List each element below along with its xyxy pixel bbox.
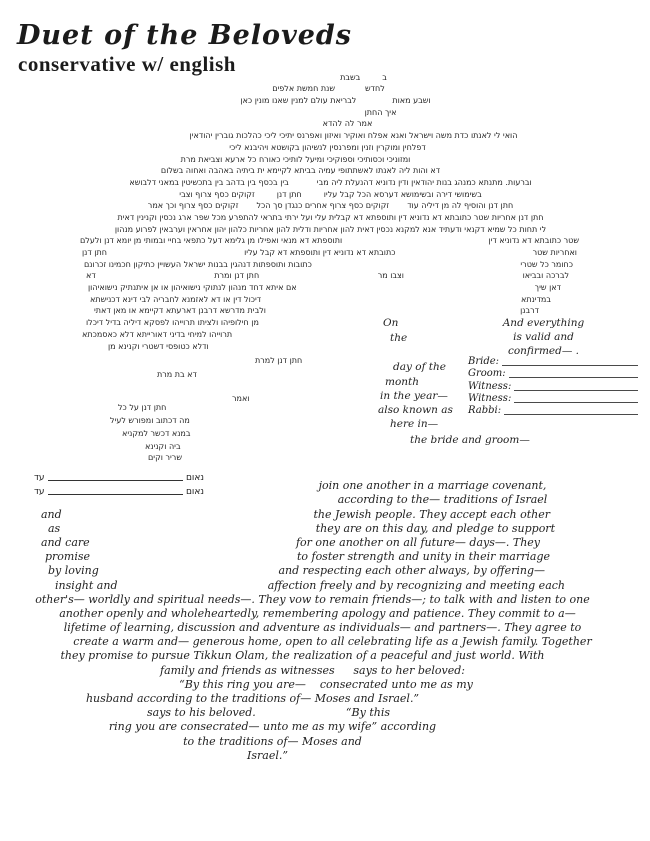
text-segment: by loving [48,564,99,578]
hebrew-text-line [43,152,548,164]
english-text-line [30,577,625,591]
hebrew-tail-line: חתן דנן למרת [255,356,303,365]
text-segment: בין בכסף בין בדהב בין בתכשיטין במאני דלבושא [129,177,289,187]
field-label: Rabbi: [468,404,502,416]
text-segment: ואחריות שטר [532,248,577,257]
text-segment: “By this ring you are— [179,677,306,691]
hebrew-text-line [95,117,600,129]
english-text-line [30,705,625,719]
field-row [468,379,638,391]
page-title: Duet of the Beloveds [17,20,353,51]
text-segment: according to the— traditions of Israel [337,493,548,507]
text-segment: create a warm and— generous home, open to all celebrating life as a Jewish family. Together [73,635,592,649]
english-text-line [5,648,600,662]
text-segment: בשימושי דירה ובשימושא דערסא הכל קבל עליו [323,189,482,199]
text-segment: to the traditions of— Moses and [183,734,362,748]
english-text-line [35,634,630,648]
text-segment: they are on this day, and pledge to support [315,521,555,535]
english-text-line [30,662,625,676]
english-text-line [30,521,625,535]
confirmation-line-2: is valid and confirmed— . [507,331,580,357]
text-segment: דרבנן [520,306,539,316]
text-segment: join one another in a marriage covenant, [318,479,547,493]
text-segment: as [48,521,61,535]
confirmation-phrase [486,316,601,358]
hebrew-text-line [101,128,606,140]
text-segment: חתן דנן והוסיף לה מן דיליה עוד [407,201,514,211]
text-segment: וברעות. מתנתא כמנהג בנות יהודאין ודין נדוניא דהנעלת ליה מבי [316,177,532,187]
hebrew-text-line [78,175,583,187]
hebrew-tail-line: דא בת מרת [157,370,197,379]
date-fill-line: also known as [378,404,453,416]
hebrew-tail-line: מה דכתוב ומפורש לעיל [110,416,190,425]
page-subtitle: conservative w/ english [18,52,236,76]
field-row [468,355,638,367]
hebrew-tail-line: ואמר [232,394,250,403]
text-segment: דאן שיך [534,283,561,293]
text-segment: the Jewish people. They accept each other [313,507,550,521]
text-segment: to foster strength and unity in their marriage [296,550,550,564]
text-segment: במדינתא [520,294,551,304]
date-fill-line: On [383,317,399,329]
text-segment: ring you are consecrated— unto me as my wife” according [108,720,437,734]
hebrew-text-line [128,105,633,117]
confirmation-line-1: And everything [502,317,585,329]
field-write-line[interactable] [509,368,638,378]
text-segment: ותוספתא דא מנאי ואפילו מן גלימא דעל כתפאי בחיי ובמותי מן יומא דנן ולעלם [80,236,343,246]
english-text-line [30,563,625,577]
signature-end-word: עד [34,473,45,483]
field-write-line[interactable] [514,393,638,403]
hebrew-text-line [78,187,583,199]
english-text-line [135,478,650,492]
text-segment: כתובות ותוספתות דנהגין בבנות ישראל העשויין כתיקון חכמינו זכרונם [84,259,312,269]
name-fields [468,355,638,416]
text-segment: ודלא כטופסי דשטרי וקנינא מן [108,341,209,351]
english-text-line [0,719,570,733]
text-segment: זקוקים כסף צרוף וכך אמר [147,201,239,211]
text-segment: family and friends as witnesses [160,663,335,677]
text-segment: לבריאת עולם למנין שאנו מונין כאן [240,96,357,106]
text-segment: חתן דנן [276,189,302,199]
field-label: Witness: [468,392,512,404]
text-segment: דא והות ליה לאנתו לאשתתופי עמיה בביתא לקיימא ית ביתיה באהבה ואחוה בשלום [160,166,441,176]
date-fill-line: the bride and groom— [410,434,530,446]
hebrew-text-line [111,70,616,82]
hebrew-tail-line: חתן דנן על כל [118,403,167,412]
english-text-line [30,535,625,549]
text-segment: מן חילופיהו ולציתו תרוייהו לפסקא דיליה בדיל דיכלו [86,318,259,328]
hebrew-text-line [75,140,580,152]
text-segment: לחדש [365,84,385,94]
text-segment: husband according to the traditions of— Moses and Israel.” [85,692,420,705]
text-segment: “By this [345,706,390,720]
hebrew-ketubah-ring [78,70,583,351]
english-vows-ring [30,478,625,762]
hebrew-text-line [78,292,583,304]
hebrew-text-line [78,210,583,222]
text-segment: and respecting each other always, by offering— [278,564,545,578]
english-text-line [30,506,625,520]
date-fill-line: month [385,376,420,388]
field-label: Bride: [468,356,500,368]
text-segment: אמר לה להדא [322,119,373,129]
english-text-line [30,677,625,691]
hebrew-text-line [76,82,581,94]
hebrew-text-line [78,257,583,269]
english-text-line [145,492,650,506]
date-fill-line: in the year— [380,390,448,402]
hebrew-text-line [78,199,583,211]
text-segment: כחומר כל שטרי [520,259,573,269]
field-row [468,404,638,416]
date-fill-line: day of the [393,361,446,373]
text-segment: ומזוניכי וכסותיכי וספוקיכי ומיעל לותיכי כאורח כל ארעא וצביאת מרת [180,154,411,164]
field-row [468,392,638,404]
text-segment: חתן דנן אחריות שטר כתובתא דא נדוניא דין ותוספתא דא קבלית עלי ועל ירתי בתראי להתפרע מכל שפר ארג נכסין וקנינין דאית [117,212,544,222]
text-segment: other's— worldly and spiritual needs—. They vow to remain friends—; to talk with and listen to one [35,592,590,606]
hebrew-text-line [78,269,583,281]
text-segment: they promise to pursue Tikkun Olam, the realization of a peaceful and just world. With [60,649,545,663]
field-write-line[interactable] [502,356,638,366]
text-segment: בשבת [340,72,361,82]
text-segment: and care [41,535,90,549]
text-segment: says to her beloved: [353,663,465,677]
text-segment: דא [85,271,96,281]
field-write-line[interactable] [504,405,638,415]
text-segment: promise [45,550,91,564]
text-segment: affection freely and by recognizing and meeting each [267,578,565,592]
english-text-line [25,620,620,634]
text-segment: אם איתא דחד מנהון לנתוקי נישואיהון או אן איתנתיק נישואיהון [88,283,297,293]
english-text-line [20,606,615,620]
signature-end-word: עד [34,487,45,497]
signature-start-word: נאום [185,473,204,483]
text-segment: Israel.” [247,748,288,762]
text-segment: lifetime of learning, discussion and adventure as individuals— and partners—. They agree to [63,621,582,635]
hebrew-text-line [83,93,588,105]
hebrew-tail-line: שריר וקים [148,453,182,462]
text-segment: כתובתא דא נדוניא דין ותוספתא דא קבל עליו [244,248,396,257]
english-text-line [30,549,625,563]
english-text-line [0,748,565,762]
field-label: Witness: [468,380,512,392]
text-segment: says to his beloved. [147,706,256,720]
signature-start-word: נאום [185,487,204,497]
text-segment: זקוקים כסף צרוף וצבי [179,189,255,199]
hebrew-text-line [78,234,583,246]
text-segment: insight and [55,578,118,592]
hebrew-text-line [78,304,583,316]
text-segment: חתן דנן [81,248,107,257]
text-segment: ולבית מדרשא דרבנן דארעתא דקיימא או מאן דאתי [94,306,266,316]
text-segment: another openly and wholeheartedly, remembering apology and patience. They commit to a— [59,606,576,620]
hebrew-text-line [48,164,553,176]
english-text-line [15,592,610,606]
hebrew-text-line [78,245,583,257]
text-segment: איך החתן [364,107,397,117]
hebrew-tail-line: במנא דכשר למקניא [122,429,191,438]
text-segment: זקוקים כסף צרוף אחרים כנגדן סך הכל [256,201,390,211]
date-fill-line: here in— [390,418,439,430]
hebrew-ring-tail [72,352,312,467]
text-segment: שטר כתובתא דא נדוניא דין [488,236,579,246]
text-segment: and [41,507,62,521]
field-label: Groom: [468,368,506,380]
english-text-line [0,733,570,747]
field-row [468,367,638,379]
hebrew-tail-line: ביה וקנינא [145,442,181,451]
date-fill-line: the [390,332,408,344]
text-segment: וצבו מר [377,271,404,281]
text-segment: ב [382,72,387,82]
text-segment: חתן דנן ומרת [214,271,260,281]
text-segment: לברכה ובביאו [522,271,569,281]
english-text-line [0,691,550,705]
hebrew-text-line [78,280,583,292]
field-write-line[interactable] [514,381,638,391]
hebrew-text-line [78,222,583,234]
text-segment: ושבע מאות [392,96,431,106]
text-segment: הואי לי לאנתו כדת משה וישראל ואנא אפלח ואוקיר ואיזון ואפרנס יתיכי ליכי כהלכות גוברין יהודאין [189,131,518,141]
text-segment: דפלחין ומוקרין וזנין ומפרנסין לנשיהון בקושטא ויהיבנא ליכי [229,142,426,152]
text-segment: consecrated unto me as my [319,677,473,691]
text-segment: דיכול דין או דא לאזמנא לחבריה לבי דינא דכנישתא [90,294,262,304]
text-segment: שנת חמשת אלפים [272,84,335,94]
text-segment: לי תחות כל שמיא דקנאי ודעתיד אנא למקנא נכסין דאית להון אחריות ודלית להון אחריות כלהון יהון אחראין וערבאין לפרוע מנהון [114,224,547,234]
text-segment: תרוייהו למיחי בדיני דאורייתא דלא כאסמכתא [82,329,233,339]
text-segment: for one another on all future— days—. They [295,535,540,549]
